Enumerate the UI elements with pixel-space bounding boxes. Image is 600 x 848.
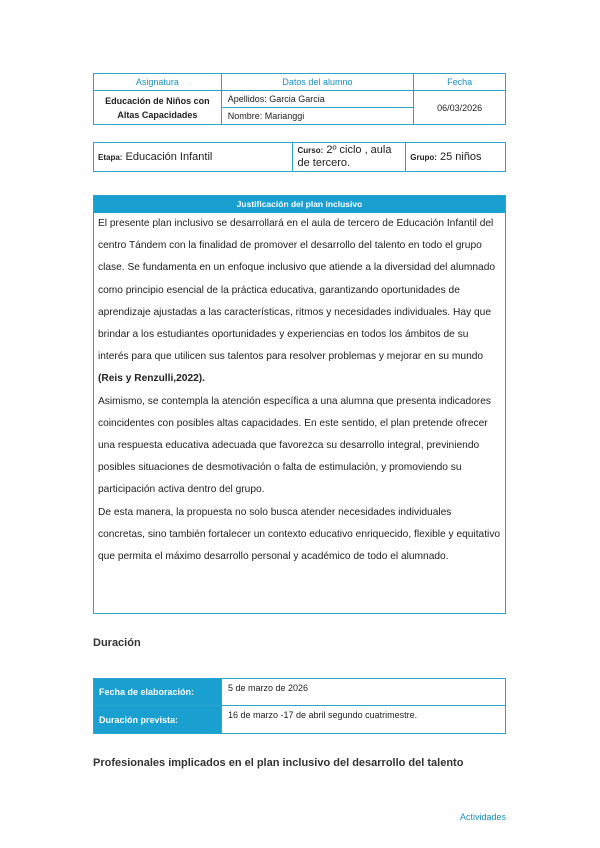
col-subject-header: Asignatura [94, 74, 222, 91]
grupo-cell [406, 143, 506, 172]
footer-label: Actividades [459, 812, 506, 822]
student-surname: Apellidos: Garcia Garcia [221, 91, 413, 108]
justification-paragraph [98, 213, 501, 391]
duration-heading: Duración [93, 637, 141, 649]
duration-table [93, 678, 506, 734]
citation: (Reis y Renzulli,2022). [98, 373, 206, 385]
curso-cell [293, 143, 406, 172]
grupo-label: Grupo: [410, 153, 437, 162]
elaboration-date-label: Fecha de elaboración: [94, 679, 222, 706]
student-name: Nombre: Marianggi [221, 108, 413, 125]
header-table [93, 73, 506, 125]
planned-duration-value: 16 de marzo -17 de abril segundo cuatrimestre. [222, 706, 506, 734]
justification-body [94, 213, 505, 568]
etapa-value: Educación Infantil [122, 151, 213, 163]
col-student-header: Datos del alumno [221, 74, 413, 91]
curso-label: Curso: [297, 146, 324, 155]
justification-text-1: El presente plan inclusivo se desarrollará en el aula de tercero de Educación Infantil del centro Tándem con la finalidad de promover el desarrollo del talento en todo el grupo clase. Se fundamenta en un enfoque inclusivo que atiende a la diversidad del alumnado como principio esencial de la práctica educativa, garantizando oportunidades de aprendizaje ajustadas a las características, ritmos y necesidades individuales. Hay que brindar a los estudiantes oportunidades y experiencias en todos los ámbitos de su interés para que utilicen sus talentos para resolver problemas y mejorar en su mundo [98, 218, 496, 363]
planned-duration-label: Duración prevista: [94, 706, 222, 734]
document-date: 06/03/2026 [414, 91, 506, 125]
grupo-value: 25 niños [436, 151, 482, 163]
justification-paragraph: Asimismo, se contempla la atención específica a una alumna que presenta indicadores coincidentes con posibles altas capacidades. En este sentido, el plan pretende ofrecer una respuesta educativa adecuada que favorezca su desarrollo integral, previniendo posibles situaciones de desmotivación o falta de estimulación, y promoviendo su participación activa dentro del grupo. [98, 395, 492, 496]
justification-box [93, 195, 506, 614]
elaboration-date-value: 5 de marzo de 2026 [222, 679, 506, 706]
professionals-heading: Profesionales implicados en el plan inclusivo del desarrollo del talento [93, 757, 464, 769]
etapa-cell [94, 143, 293, 172]
justification-paragraph: De esta manera, la propuesta no solo busca atender necesidades individuales concretas, sino también fortalecer un contexto educativo enriquecido, flexible y equitativo que permita el máximo desarrollo personal y académico de todo el alumnado. [98, 506, 501, 563]
col-date-header: Fecha [414, 74, 506, 91]
curso-value: 2º ciclo , aula de tercero. [297, 144, 392, 169]
info-table [93, 142, 506, 172]
justification-title: Justificación del plan inclusivo [94, 196, 505, 213]
etapa-label: Etapa: [98, 153, 123, 162]
subject-name: Educación de Niños con Altas Capacidades [94, 91, 222, 125]
